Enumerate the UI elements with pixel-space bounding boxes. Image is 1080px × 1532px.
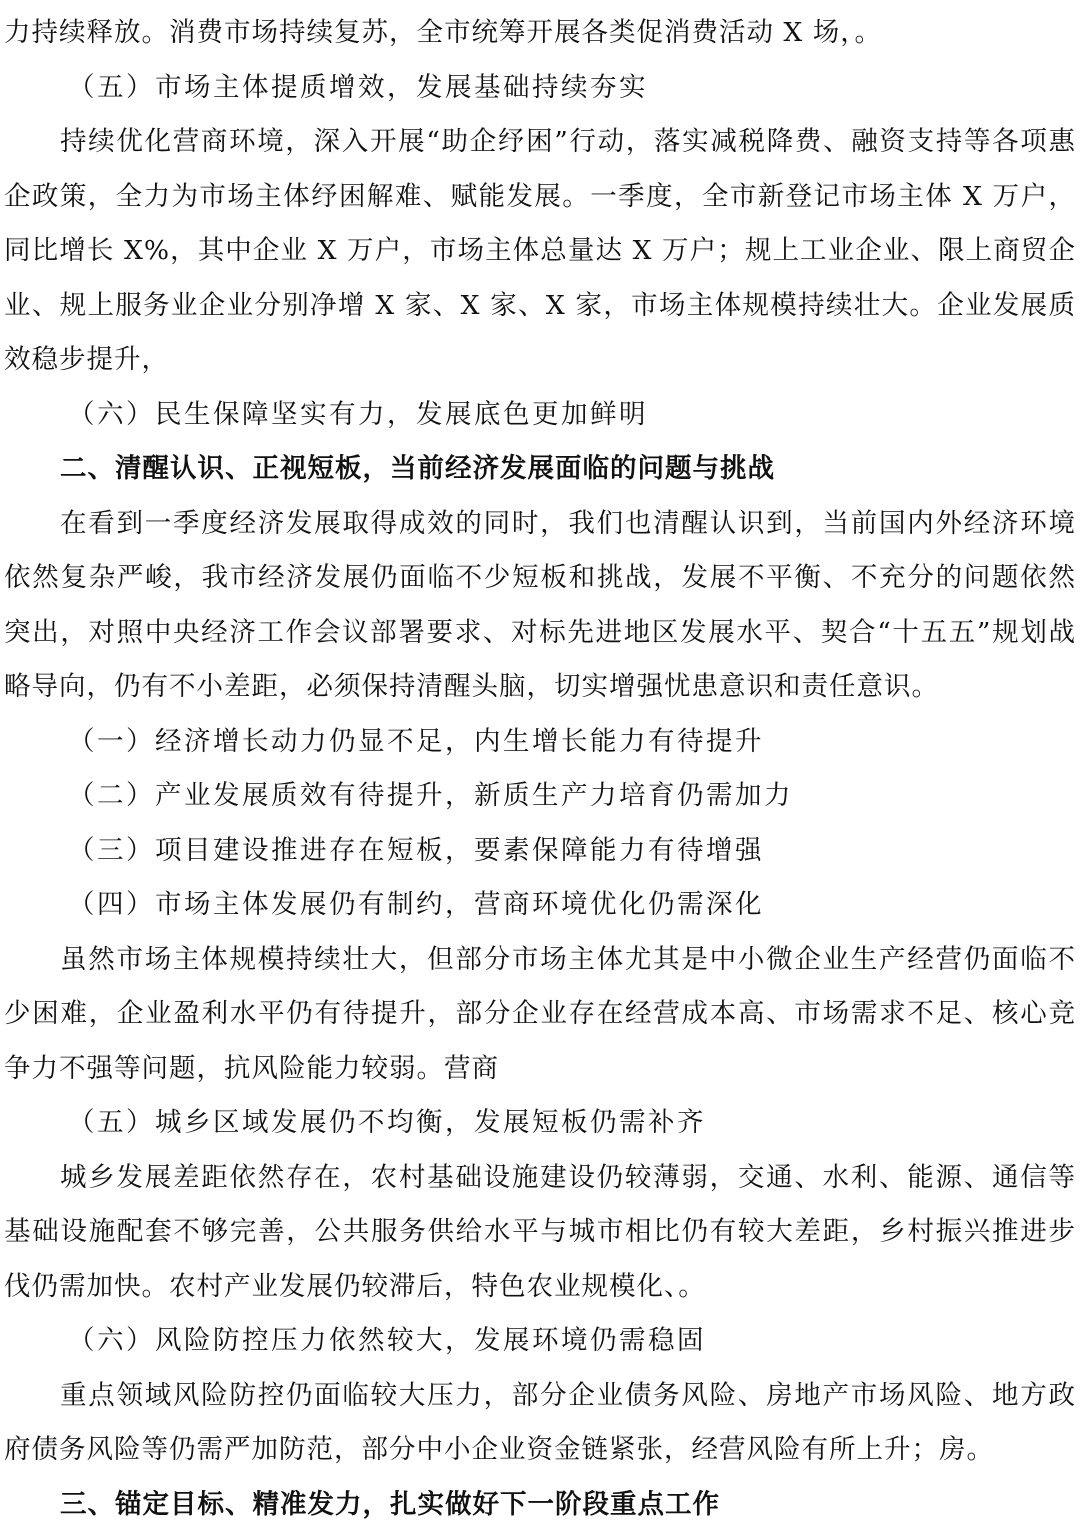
subheading-project-construction: （三）项目建设推进存在短板，要素保障能力有待增强: [4, 824, 1076, 879]
section-heading-problems-challenges: 二、清醒认识、正视短板，当前经济发展面临的问题与挑战: [4, 442, 1076, 497]
paragraph-challenges-intro: 在看到一季度经济发展取得成效的同时，我们也清醒认识到，当前国内外经济环境依然复杂严峻，我市经济发展仍面临不少短板和挑战，发展不平衡、不充分的问题依然突出，对照中央经济工作会议部署要求、对标先进地区发展水平、契合“十五五”规划战略导向，仍有不小差距，必须保持清醒头脑，切实增强忧患意识和责任意识。: [4, 497, 1076, 715]
paragraph-key-risks: 重点领域风险防控仍面临较大压力，部分企业债务风险、房地产市场风险、地方政府债务风险等仍需严加防范，部分中小企业资金链紧张，经营风险有所上升；房。: [4, 1369, 1076, 1478]
subheading-risk-control: （六）风险防控压力依然较大，发展环境仍需稳固: [4, 1314, 1076, 1369]
paragraph-sme-difficulties: 虽然市场主体规模持续壮大，但部分市场主体尤其是中小微企业生产经营仍面临不少困难，企业盈利水平仍有待提升，部分企业存在经营成本高、市场需求不足、核心竞争力不强等问题，抗风险能力较弱。营商: [4, 933, 1076, 1097]
subheading-growth-momentum: （一）经济增长动力仍显不足，内生增长能力有待提升: [4, 715, 1076, 770]
section-heading-next-stage-work: 三、锚定目标、精准发力，扎实做好下一阶段重点工作: [4, 1478, 1076, 1532]
subheading-market-entity-constraints: （四）市场主体发展仍有制约，营商环境优化仍需深化: [4, 878, 1076, 933]
subheading-urban-rural-balance: （五）城乡区域发展仍不均衡，发展短板仍需补齐: [4, 1096, 1076, 1151]
paragraph-urban-rural-gap: 城乡发展差距依然存在，农村基础设施建设仍较薄弱，交通、水利、能源、通信等基础设施配套不够完善，公共服务供给水平与城市相比仍有较大差距，乡村振兴推进步伐仍需加快。农村产业发展仍较滞后，特色农业规模化、。: [4, 1151, 1076, 1315]
paragraph-consumption-continued: 力持续释放。消费市场持续复苏，全市统筹开展各类促消费活动 X 场，。: [4, 6, 1076, 61]
subheading-livelihood-security: （六）民生保障坚实有力，发展底色更加鲜明: [4, 388, 1076, 443]
paragraph-business-environment: 持续优化营商环境，深入开展“助企纾困”行动，落实减税降费、融资支持等各项惠企政策，全力为市场主体纾困解难、赋能发展。一季度，全市新登记市场主体 X 万户，同比增长 X%，其中企业 X 万户，市场主体总量达 X 万户；规上工业企业、限上商贸企业、规上服务业企业分别净增 X 家、X 家、X 家，市场主体规模持续壮大。企业发展质效稳步提升，: [4, 115, 1076, 388]
subheading-industry-quality: （二）产业发展质效有待提升，新质生产力培育仍需加力: [4, 769, 1076, 824]
subheading-market-entities-quality: （五）市场主体提质增效，发展基础持续夯实: [4, 61, 1076, 116]
